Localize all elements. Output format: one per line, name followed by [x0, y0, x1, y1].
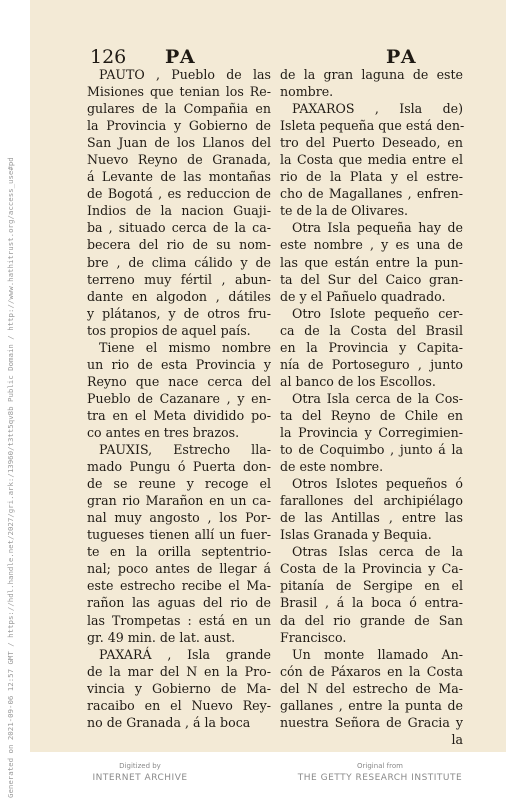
text-line: no de Granada , á la boca	[87, 714, 251, 730]
text-line: racaibo en el Nuevo Rey-	[87, 697, 271, 713]
text-line: Nuevo Reyno de Granada,	[87, 152, 271, 168]
text-line: terreno muy fértil , abun-	[87, 271, 271, 287]
source-institution: THE GETTY RESEARCH INSTITUTE	[297, 773, 463, 783]
text-line: de este nombre.	[280, 459, 384, 475]
text-line: to de Coquimbo , junto á la	[280, 442, 463, 458]
text-line: nía de Portoseguro , junto	[280, 356, 463, 372]
text-line: Reyno que nace cerca del	[87, 373, 271, 389]
text-line: tugueses tienen allí un fuer-	[87, 527, 271, 543]
text-line: la Provincia y Gobierno de	[87, 118, 271, 134]
text-line: un rio de esta Provincia y	[87, 356, 271, 372]
text-line: de y el Pañuelo quadrado.	[280, 288, 446, 304]
text-line: nuestra Señora de Gracia y	[280, 714, 463, 730]
access-stamp-text: Generated on 2021-09-06 12:57 GMT / https://hdl.handle.net/2027/gri.ark:/13960/t3tt5qv8b Public Domain / http://www.hathitrust.org/access_use#pd	[6, 157, 15, 798]
page-number: 126	[90, 46, 127, 68]
text-line: Tiene el mismo nombre	[99, 339, 271, 355]
text-line: de la mar del N en la Pro-	[87, 663, 271, 679]
text-line: gulares de la Compañia en	[87, 101, 271, 117]
original-from-label: Original from	[357, 762, 403, 770]
text-line: nal; poco antes de llegar á	[87, 561, 271, 577]
text-line: San Juan de los Llanos del	[87, 135, 271, 151]
text-line: cho de Magallanes , enfren-	[280, 186, 463, 202]
text-line: te en la orilla septentrio-	[87, 544, 271, 560]
digitized-by-label: Digitized by	[119, 762, 161, 770]
text-line: gr. 49 min. de lat. aust.	[87, 629, 236, 645]
right-running-head: PA	[386, 46, 418, 68]
digitizer-name: INTERNET ARCHIVE	[92, 773, 188, 783]
text-line: la Provincia y Corregimien-	[280, 424, 463, 440]
text-line: Islas Granada y Bequia.	[280, 527, 432, 543]
text-line: vincia y Gobierno de Ma-	[87, 680, 271, 696]
text-line: pitanía de Sergipe en el	[280, 578, 463, 594]
text-line: Otras Islas cerca de la	[292, 544, 463, 560]
text-line: del N del estrecho de Ma-	[280, 680, 463, 696]
text-line: PAUTO , Pueblo de las	[99, 67, 271, 82]
text-line: co antes en tres brazos.	[87, 424, 240, 440]
text-line: Otro Islote pequeño cer-	[292, 305, 463, 321]
text-line: Isleta pequeña que está den-	[280, 118, 465, 134]
text-line: gallanes , entre la punta de	[280, 697, 463, 713]
text-line: la	[451, 731, 463, 747]
text-line: ca de la Costa del Brasil	[280, 322, 463, 338]
page-footer	[0, 760, 510, 800]
digitized-by-block	[80, 760, 200, 784]
text-line: PAUXIS, Estrecho lla-	[99, 442, 271, 458]
left-column	[87, 66, 271, 731]
text-line: Pueblo de Cazanare , y en-	[87, 390, 271, 406]
text-line: la Costa que media entre el	[280, 152, 463, 168]
text-line: tra en el Meta dividido po-	[87, 407, 271, 423]
original-from-block	[295, 760, 465, 784]
text-line: Costa de la Provincia y Ca-	[280, 561, 463, 577]
text-line: este estrecho recibe el Ma-	[87, 578, 271, 594]
text-line: mado Pungu ó Puerta don-	[87, 459, 271, 475]
text-line: nal muy angosto , los Por-	[87, 510, 271, 526]
text-line: de las Antillas , entre las	[280, 510, 463, 526]
text-line: PAXARÁ , Isla grande	[99, 646, 271, 662]
text-line: en la Provincia y Capita-	[280, 339, 463, 355]
text-line: las Trompetas : está en un	[87, 612, 271, 628]
access-stamp	[2, 157, 28, 800]
text-line: da del rio grande de San	[280, 612, 463, 628]
text-line: este nombre , y es una de	[280, 237, 463, 253]
left-running-head: PA	[165, 46, 197, 68]
text-line: becera del rio de su nom-	[87, 237, 271, 253]
text-line: Brasil , á la boca ó entra-	[280, 595, 463, 611]
text-line: á Levante de las montañas	[87, 169, 271, 185]
text-line: PAXAROS , Isla de)	[292, 101, 463, 117]
text-line: tro del Puerto Deseado, en	[280, 135, 463, 151]
text-line: de Bogotá , es reduccion de	[87, 186, 271, 202]
text-line: gran rio Marañon en un ca-	[87, 493, 271, 509]
text-line: ta del Reyno de Chile en	[280, 407, 463, 423]
text-line: rañon las aguas del rio de	[87, 595, 271, 611]
right-column	[280, 66, 463, 748]
text-line: ba , situado cerca de la ca-	[87, 220, 271, 236]
text-line: te de la de Olivares.	[280, 203, 409, 219]
text-line: bre , de clima cálido y de	[87, 254, 271, 270]
text-line: Otros Islotes pequeños ó	[292, 476, 463, 492]
text-line: Indios de la nacion Guaji-	[87, 203, 271, 219]
text-line: farallones del archipiélago	[280, 493, 463, 509]
text-line: dante en algodon , dátiles	[87, 288, 271, 304]
text-line: Un monte llamado An-	[292, 646, 463, 662]
text-line: las que están entre la pun-	[280, 254, 463, 270]
text-line: Otra Isla cerca de la Cos-	[292, 390, 463, 406]
text-line: nombre.	[280, 84, 334, 100]
text-line: Otra Isla pequeña hay de	[292, 220, 463, 236]
text-line: y plátanos, y de otros fru-	[87, 305, 271, 321]
text-line: de se reune y recoge el	[87, 476, 271, 492]
text-line: tos propios de aquel país.	[87, 322, 251, 338]
text-line: cón de Páxaros en la Costa	[280, 663, 463, 679]
book-page	[30, 0, 506, 752]
text-line: Misiones que tenian los Re-	[87, 84, 271, 100]
text-line: ta del Sur del Caico gran-	[280, 271, 463, 287]
text-line: Francisco.	[280, 629, 347, 645]
text-line: de la gran laguna de este	[280, 67, 463, 82]
text-line: rio de la Plata y el estre-	[280, 169, 463, 185]
text-line: al banco de los Escollos.	[280, 373, 436, 389]
